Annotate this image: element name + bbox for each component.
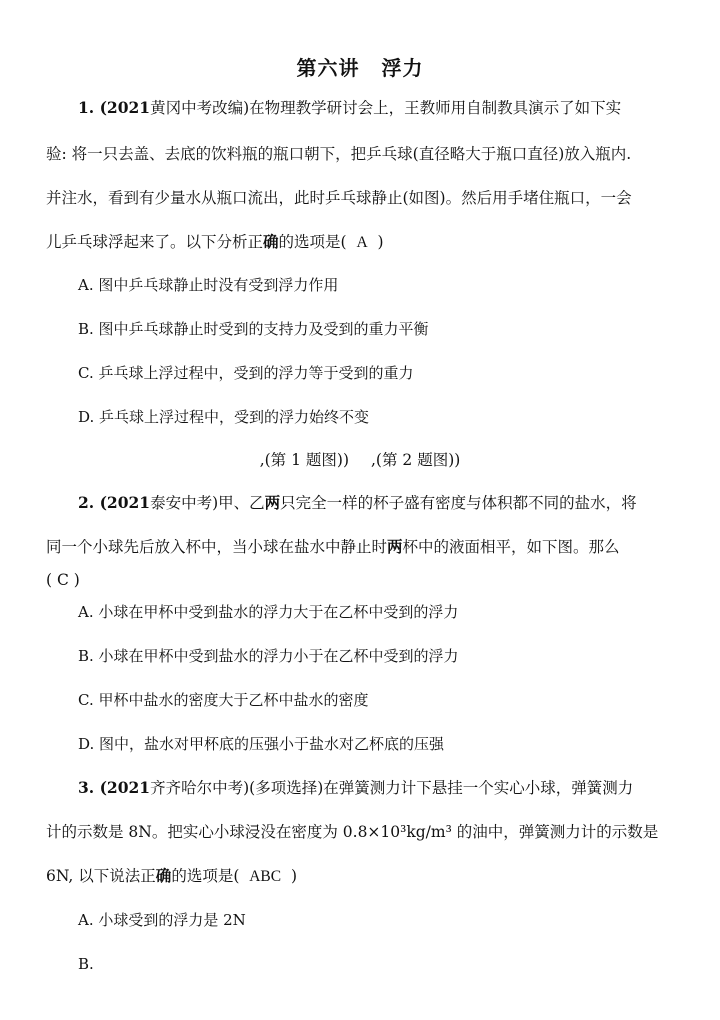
q1-answer: A	[356, 234, 368, 251]
q3-line-2: 计的示数是 8N。把实心小球浸没在密度为 0.8×10³kg/m³ 的油中，弹簧测力计的示数是	[46, 823, 659, 841]
q1-option-d: D. 乒乓球上浮过程中，受到的浮力始终不变	[78, 408, 370, 426]
q1-option-b: B. 图中乒乓球静止时受到的支持力及受到的重力平衡	[78, 320, 429, 338]
caption-fig2: ,(第 2 题图))	[371, 451, 461, 469]
q2-option-b: B. 小球在甲杯中受到盐水的浮力小于在乙杯中受到的浮力	[78, 647, 459, 665]
q2-source-year: (2021	[99, 493, 151, 512]
q1-number: 1	[78, 98, 89, 117]
figure-captions	[0, 448, 720, 470]
q3-line-3: 6N, 以下说法正确的选项是( ABC )	[46, 866, 298, 885]
q3-option-a: A. 小球受到的浮力是 2N	[78, 911, 246, 929]
q1-line-4: 儿乒乓球浮起来了。以下分析正确的选项是( A )	[46, 232, 384, 251]
q1-option-c: C. 乒乓球上浮过程中，受到的浮力等于受到的重力	[78, 364, 414, 382]
q2-number: 2	[78, 493, 89, 512]
q3-option-b: B.	[78, 955, 94, 973]
page-title	[0, 52, 720, 81]
q3-answer: ABC	[249, 868, 282, 885]
q3-line-1: 3. (2021齐齐哈尔中考)(多项选择)在弹簧测力计下悬挂一个实心小球，弹簧测力	[78, 778, 634, 797]
q1-source-year: (2021	[99, 98, 151, 117]
q2-option-d: D. 图中，盐水对甲杯底的压强小于盐水对乙杯底的压强	[78, 735, 445, 753]
q3-source-year: (2021	[99, 778, 151, 797]
q1-line-3: 并注水，看到有少量水从瓶口流出，此时乒乓球静止(如图)。然后用手堵住瓶口，一会	[46, 189, 632, 207]
q2-line-1: 2. (2021泰安中考)甲、乙两只完全一样的杯子盛有密度与体积都不同的盐水，将	[78, 493, 637, 512]
q1-option-a: A. 图中乒乓球静止时没有受到浮力作用	[78, 276, 339, 294]
q3-number: 3	[78, 778, 89, 797]
q1-text-1: 在物理教学研讨会上，王教师用自制教具演示了如下实	[249, 99, 622, 117]
q1-line-2: 验: 将一只去盖、去底的饮料瓶的瓶口朝下，把乒乓球(直径略大于瓶口直径)放入瓶内.	[46, 145, 632, 163]
q2-option-a: A. 小球在甲杯中受到盐水的浮力大于在乙杯中受到的浮力	[78, 603, 459, 621]
q2-line-2: 同一个小球先后放入杯中，当小球在盐水中静止时两杯中的液面相平，如下图。那么	[46, 537, 620, 556]
title-lecture: 第六讲	[296, 56, 360, 80]
q2-answer: ( C )	[46, 571, 80, 589]
q1-line-1: 1. (2021黄冈中考改编)在物理教学研讨会上，王教师用自制教具演示了如下实	[78, 98, 622, 117]
q3-source: 齐齐哈尔中考)	[150, 779, 250, 797]
q1-source: 黄冈中考改编)	[150, 99, 250, 117]
caption-fig1: ,(第 1 题图))	[259, 451, 349, 469]
q2-source: 泰安中考)	[150, 494, 219, 512]
q2-option-c: C. 甲杯中盐水的密度大于乙杯中盐水的密度	[78, 691, 369, 709]
title-topic: 浮力	[381, 56, 424, 80]
